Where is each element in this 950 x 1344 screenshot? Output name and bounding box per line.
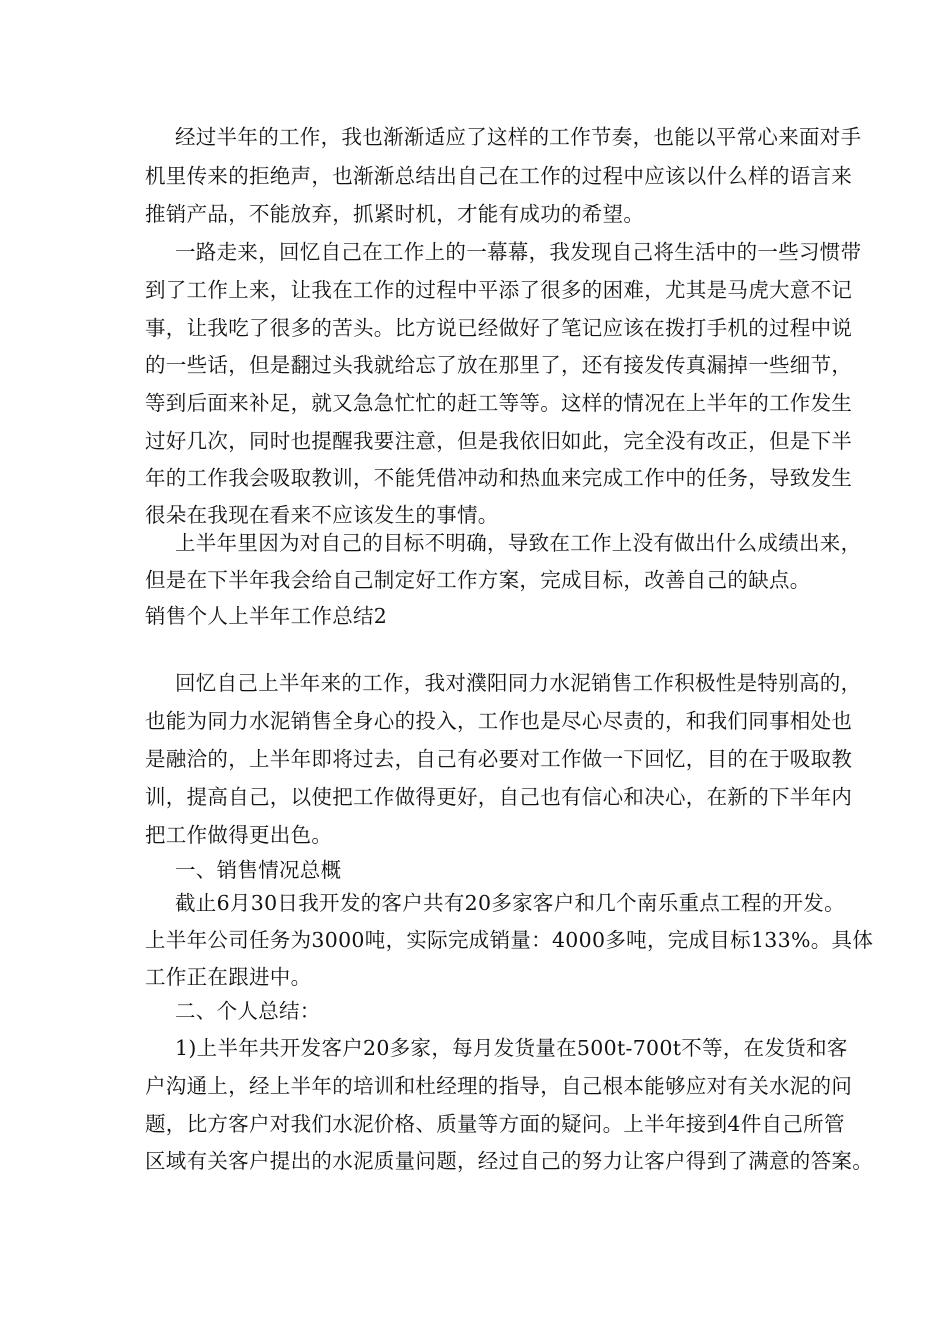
text-line: 过好几次，同时也提醒我要注意，但是我依旧如此，完全没有改正，但是下半 [145,429,853,453]
text-line: 很朵在我现在看来不应该发生的事情。 [145,503,499,527]
text-line: 题，比方客户对我们水泥价格、质量等方面的疑问。上半年接到4件自己所管 [145,1112,845,1136]
heading-sales-overview: 一、销售情况总概 [175,858,342,882]
text-line: 区域有关客户提出的水泥质量问题，经过自己的努力让客户得到了满意的答案。 [145,1149,873,1173]
text-line: 截止6月30日我开发的客户共有20多家客户和几个南乐重点工程的开发。 [175,891,845,915]
text-line: 到了工作上来，让我在工作的过程中平添了很多的困难，尤其是马虎大意不记 [145,278,853,302]
section-title: 销售个人上半年工作总结2 [145,604,388,628]
text-line: 上半年里因为对自己的目标不明确，导致在工作上没有做出什么成绩出来， [175,531,862,555]
text-line: 等到后面来补足，就又急急忙忙的赶工等等。这样的情况在上半年的工作发生 [145,391,853,415]
text-line: 工作正在跟进中。 [145,965,312,989]
text-line: 户沟通上，经上半年的培训和杜经理的指导，自己根本能够应对有关水泥的问 [145,1074,853,1098]
text-line: 训，提高自己，以使把工作做得更好，自己也有信心和决心，在新的下半年内 [145,785,853,809]
text-line: 把工作做得更出色。 [145,823,333,847]
text-line: 是融洽的，上半年即将过去，自己有必要对工作做一下回忆，目的在于吸取教 [145,747,853,771]
text-line: 经过半年的工作，我也渐渐适应了这样的工作节奏，也能以平常心来面对手 [175,125,862,149]
text-line: 上半年公司任务为3000吨，实际完成销量：4000多吨，完成目标133%。具体 [145,928,874,952]
text-line: 事，让我吃了很多的苦头。比方说已经做好了笔记应该在拨打手机的过程中说 [145,316,853,340]
text-line: 回忆自己上半年来的工作，我对濮阳同力水泥销售工作积极性是特别高的， [175,671,862,695]
text-line: 年的工作我会吸取教训，不能凭借冲动和热血来完成工作中的任务，导致发生 [145,466,853,490]
text-line: 一路走来，回忆自己在工作上的一幕幕，我发现自己将生活中的一些习惯带 [175,240,862,264]
text-line: 也能为同力水泥销售全身心的投入，工作也是尽心尽责的，和我们同事相处也 [145,709,853,733]
text-line: 1)上半年共开发客户20多家，每月发货量在500t-700t不等，在发货和客 [175,1036,848,1060]
text-line: 机里传来的拒绝声，也渐渐总结出自己在工作的过程中应该以什么样的语言来 [145,164,853,188]
heading-personal-summary: 二、个人总结： [175,999,321,1023]
text-line: 的一些话，但是翻过头我就给忘了放在那里了，还有接发传真漏掉一些细节， [145,353,853,377]
text-line: 但是在下半年我会给自己制定好工作方案，完成目标，改善自己的缺点。 [145,568,811,592]
text-line: 推销产品，不能放弃，抓紧时机，才能有成功的希望。 [145,202,645,226]
